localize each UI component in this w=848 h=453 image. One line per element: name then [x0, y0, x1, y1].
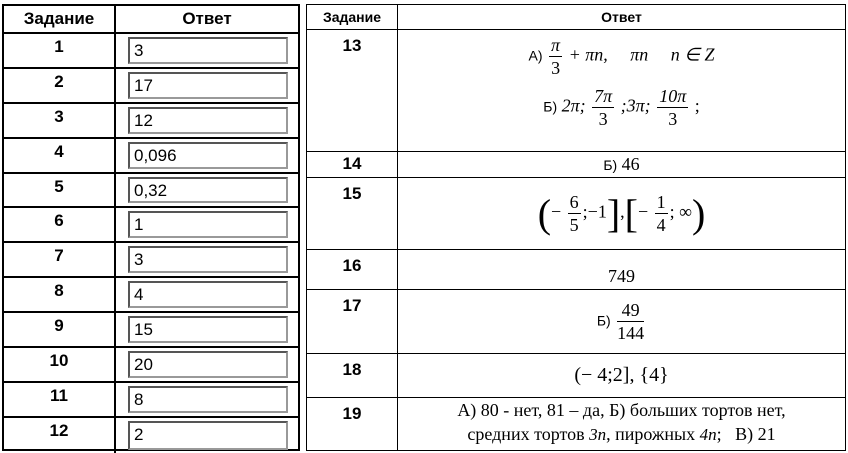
task-number: 18: [307, 354, 398, 398]
table-row: [4, 243, 298, 278]
table-row: [307, 152, 846, 178]
answer-18: (− 4;2], {4}: [398, 354, 846, 398]
task-number: 1: [4, 34, 116, 67]
answer-17: Б) $\frac{49}{144}$: [398, 290, 846, 354]
answer-field: 1: [128, 211, 288, 238]
answer-cell: [116, 418, 298, 453]
answer-19: А) 80 - нет, 81 – да, Б) больших тортов нет, средних тортов 3n, пирожных 4n; В) 21: [398, 398, 846, 451]
task-number: 14: [307, 152, 398, 178]
task-number: 17: [307, 290, 398, 354]
answer-14: Б) 46: [398, 152, 846, 178]
header-answer: Ответ: [182, 9, 232, 28]
answer-cell: [116, 208, 298, 241]
header-task: Задание: [4, 6, 116, 32]
header-answer: Ответ: [398, 5, 846, 30]
task-number: 5: [4, 174, 116, 207]
answer-field: 3: [128, 246, 288, 273]
table-row: [4, 313, 298, 348]
table-row: [4, 34, 298, 69]
answer-field: 17: [128, 72, 288, 99]
table-row: [307, 290, 846, 354]
answer-field: 3: [128, 37, 288, 64]
task-number: 6: [4, 208, 116, 241]
answer-field: 2: [128, 421, 288, 450]
task-number: 3: [4, 104, 116, 137]
answer-cell: [116, 348, 298, 381]
answer-field: 12: [128, 107, 288, 134]
task-number: 2: [4, 69, 116, 102]
table-row: [4, 174, 298, 209]
table-row: [4, 278, 298, 313]
answer-cell: [116, 104, 298, 137]
table-row: [307, 354, 846, 398]
answer-cell: [116, 313, 298, 346]
table-row: [4, 104, 298, 139]
table-row: [307, 30, 846, 152]
left-table-header: [4, 6, 298, 34]
answer-cell: [116, 34, 298, 67]
table-row: [4, 208, 298, 243]
task-number: 16: [307, 250, 398, 290]
answer-field: 8: [128, 386, 288, 413]
answers-table-right: [306, 4, 846, 451]
task-number: 8: [4, 278, 116, 311]
answer-cell: [116, 69, 298, 102]
table-row: [4, 418, 298, 453]
answer-field: 20: [128, 351, 288, 378]
answer-field: 0,096: [128, 142, 288, 169]
answer-16: 749: [398, 250, 846, 290]
answer-cell: [116, 383, 298, 416]
answer-cell: [116, 243, 298, 276]
task-number: 15: [307, 178, 398, 250]
answer-15: (− $\frac{6}{5}$ ;−1],[− $\frac{1}{4}$ ; ∞): [398, 178, 846, 250]
task-number: 12: [4, 418, 116, 453]
answers-table-left: [2, 4, 300, 451]
table-row: [4, 383, 298, 418]
table-row: [307, 250, 846, 290]
table-row: [4, 348, 298, 383]
answer-field: 4: [128, 281, 288, 308]
table-row: [4, 139, 298, 174]
answer-field: 0,32: [128, 177, 288, 204]
answer-cell: [116, 174, 298, 207]
task-number: 13: [307, 30, 398, 152]
header-task: Задание: [307, 5, 398, 30]
answer-cell: [116, 139, 298, 172]
answer-13: А) $\frac{\pi}{3}$ + πn, πn n ∈ Z Б) 2π; $\frac{7\pi}{3}$ ;3π; $\frac{10\pi}{3}$ ;: [398, 30, 846, 152]
table-row: [307, 398, 846, 451]
answer-field: 15: [128, 316, 288, 343]
task-number: 9: [4, 313, 116, 346]
table-row: [307, 178, 846, 250]
task-number: 4: [4, 139, 116, 172]
task-number: 10: [4, 348, 116, 381]
answer-cell: [116, 278, 298, 311]
table-row: [4, 69, 298, 104]
task-number: 11: [4, 383, 116, 416]
task-number: 19: [307, 398, 398, 451]
task-number: 7: [4, 243, 116, 276]
